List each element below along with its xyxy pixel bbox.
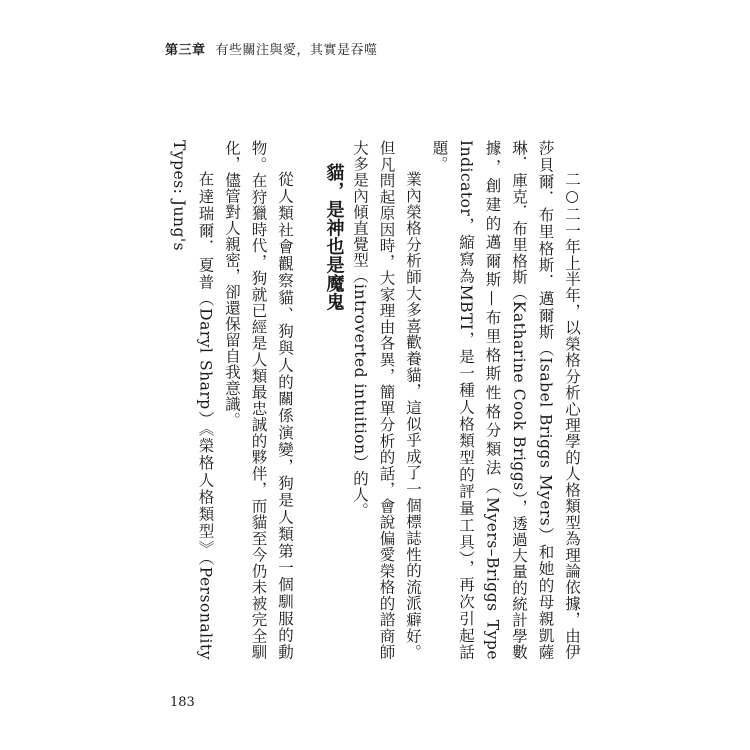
chapter-label: 第三章 [165, 43, 206, 58]
paragraph-1: 二○二一年上半年，以榮格分析心理學的人格類型為理論依據，由伊莎貝爾．布里格斯．邁爾斯（Isabel Briggs Myers）和她的母親凱薩琳．庫克．布里格斯（Katharine Cook Briggs），透過大量的統計學數據，創建的邁爾斯—布里格斯性格分類法（Myers–Briggs Type Indicator，縮寫為MBTI，是一種人格類型的評量工具），再次引起話題。 [430, 140, 581, 660]
paragraph-2: 業內榮格分析師大多喜歡養貓，這似乎成了一個標誌性的流派癖好。但凡問起原因時，大家理由各異，簡單分析的話，會說偏愛榮格的諮商師大多是內傾直覺型（introverted intuition）的人。 [351, 140, 422, 660]
paragraph-3: 從人類社會觀察貓、狗與人的關係演變，狗是人類第一個馴服的動物。在狩獵時代，狗就已經是人類最忠誠的夥伴，而貓至今仍未被完全馴化，儘管對人親密，卻還保留自我意識。 [223, 140, 294, 660]
paragraph-4: 在達瑞爾．夏普（Daryl Sharp）《榮格人格類型》（Personality Types: Jung's [170, 140, 215, 660]
body-text [145, 140, 585, 660]
page-number: 183 [170, 695, 195, 710]
running-head [165, 39, 378, 58]
section-heading: 貓，是神也是魔鬼 [323, 163, 345, 311]
chapter-title: 有些關注與愛，其實是吞噬 [215, 43, 378, 58]
